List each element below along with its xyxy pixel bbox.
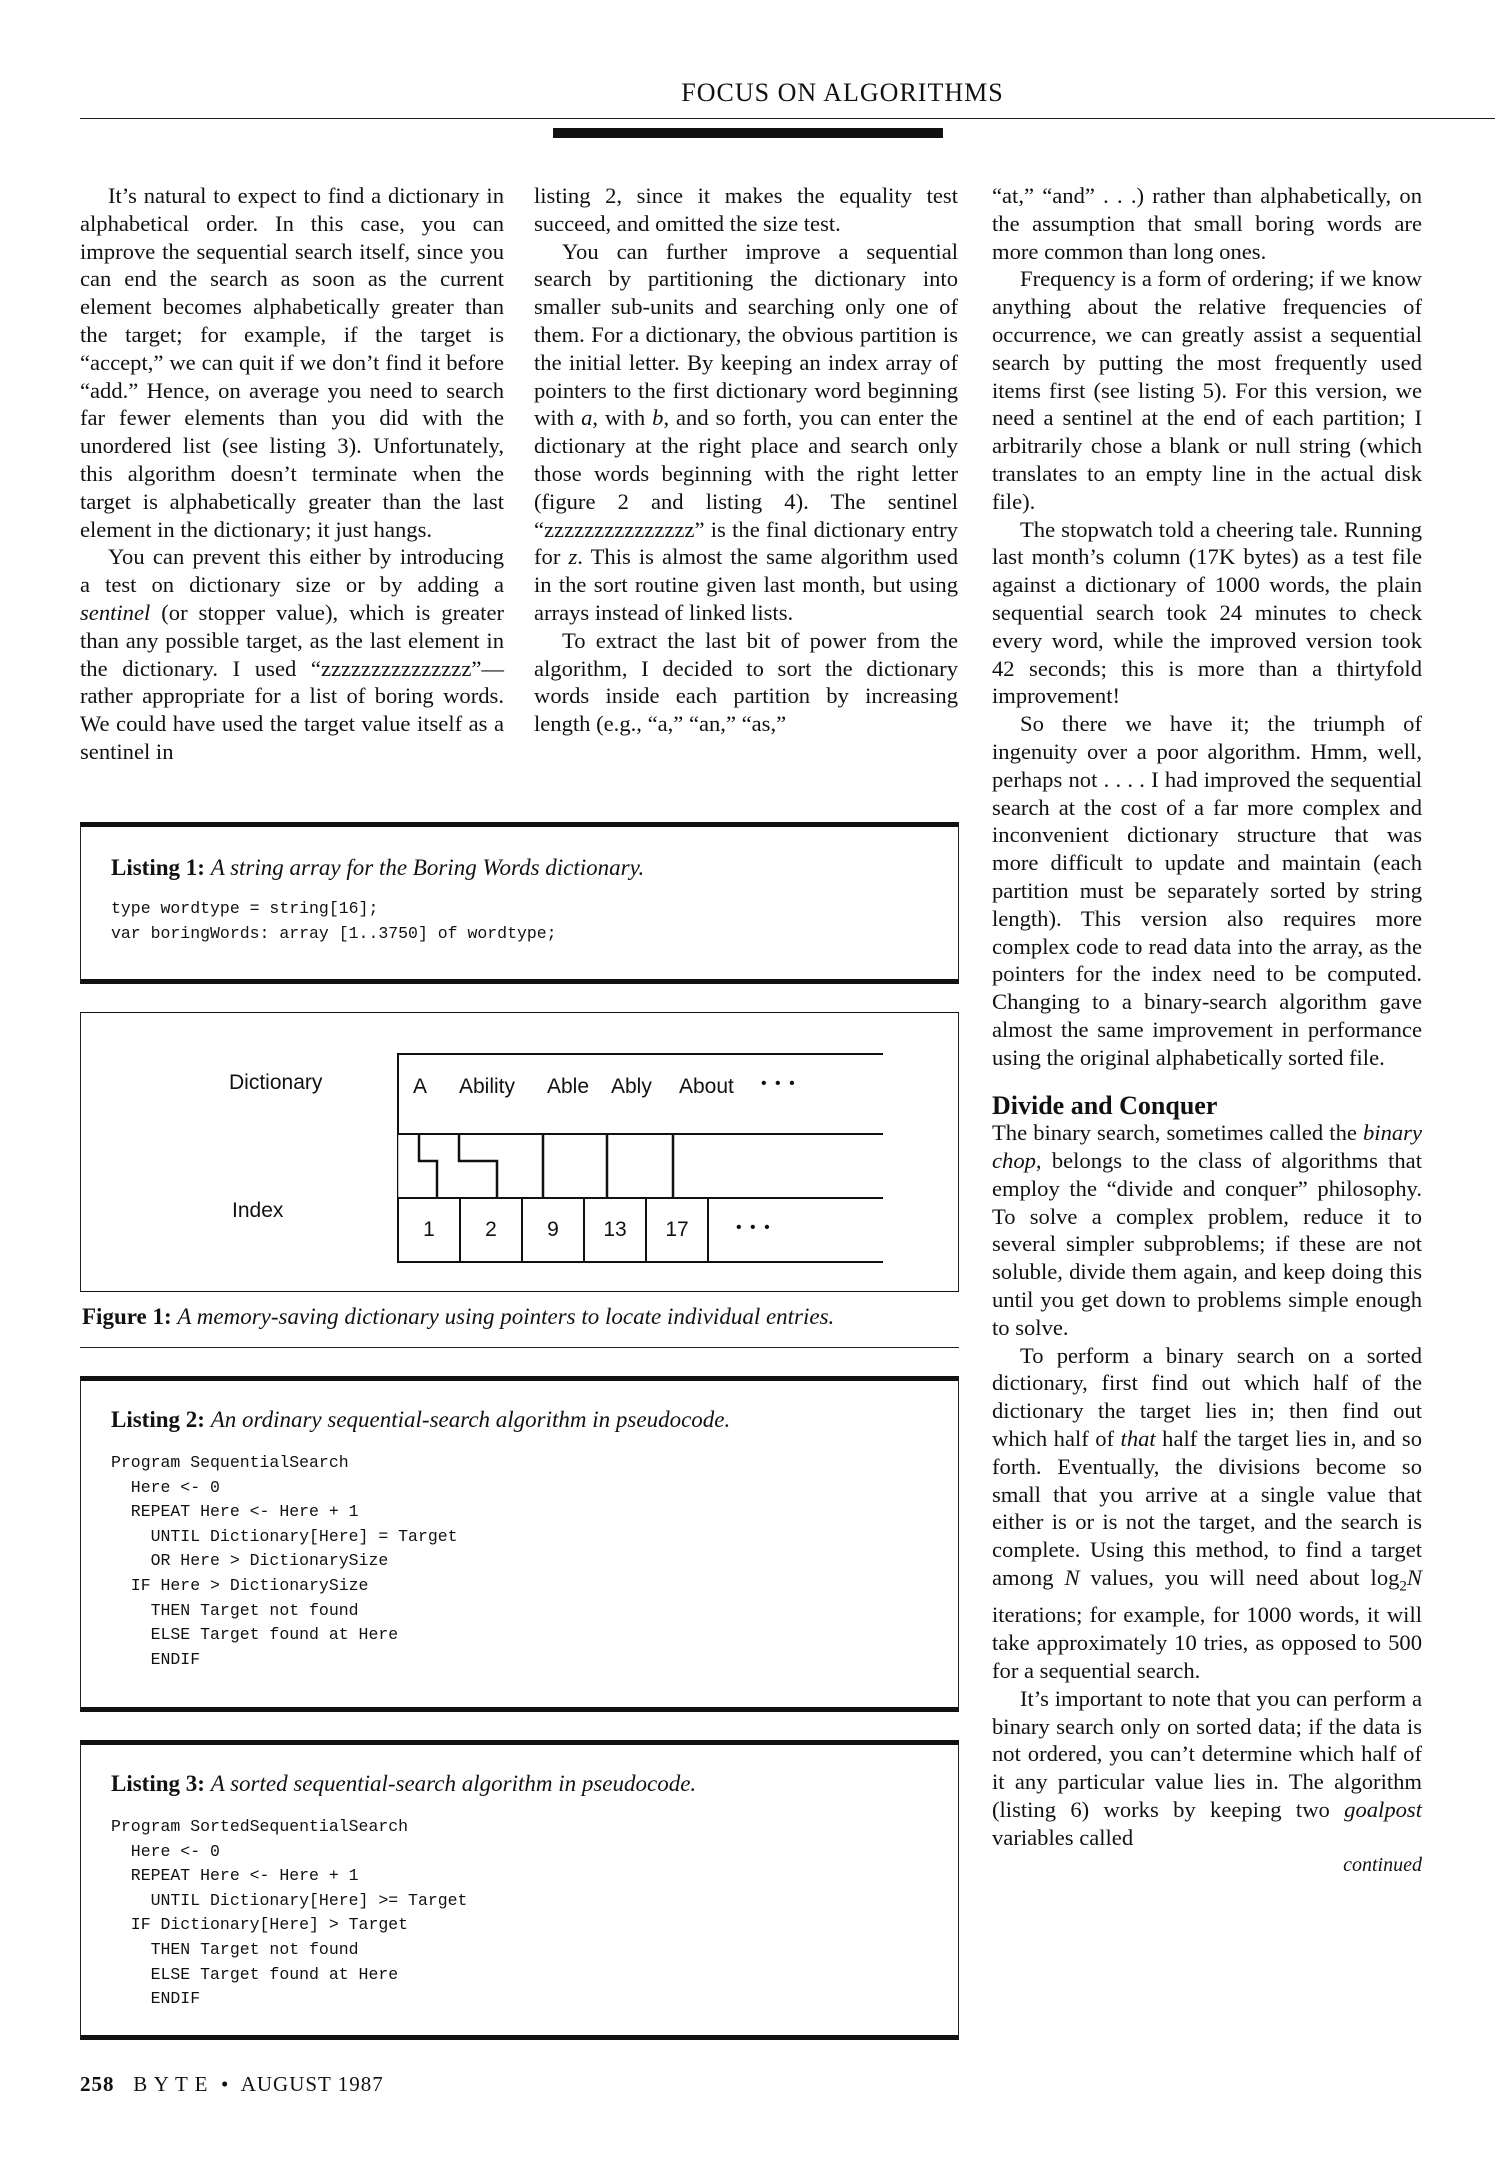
text: , and so forth, you can enter the dictionary at the right place and search only those words beginning with the right letter (figure 2 and listing 4). The sentinel “zzzzzzzzzzzzzzz” is the final dictionary entry for bbox=[534, 405, 958, 570]
emphasis: N bbox=[1064, 1565, 1080, 1591]
text: half the target lies in, and so forth. Eventually, the divisions become so small that you arrive at a single value that either is or is not the target, and the search is complete. Using this method, to find a target among bbox=[992, 1426, 1422, 1591]
figure-1-box bbox=[80, 1012, 959, 1292]
page-number: 258 bbox=[80, 2072, 115, 2096]
col3-paragraph-3: The stopwatch told a cheering tale. Running last month’s column (17K bytes) as a test file against a dictionary of 1000 words, the plain sequential search took 24 minutes to check every word, while the improved version took 42 seconds; this is more than a thirtyfold improvement! bbox=[992, 516, 1422, 709]
issue-date: AUGUST 1987 bbox=[240, 2072, 384, 2096]
dict-cell: About bbox=[679, 1075, 734, 1098]
column-1 bbox=[80, 182, 504, 766]
index-cell: 9 bbox=[521, 1197, 585, 1263]
col3-paragraph-2: Frequency is a form of ordering; if we know anything about the relative frequencies of occurrence, we can greatly assist a sequential search by putting the most frequently used items first (see listing 5). For this version, we need a sentinel at the end of each partition; I arbitrarily chose a blank or null string (which translates to an empty line in the actual disk file). bbox=[992, 266, 1422, 514]
emphasis: that bbox=[1120, 1426, 1156, 1452]
figure-caption-label: Figure 1: bbox=[82, 1304, 172, 1329]
header-bar bbox=[553, 128, 943, 138]
col3-paragraph-5 bbox=[992, 1119, 1422, 1341]
index-cell: 13 bbox=[583, 1197, 647, 1263]
col1-paragraph-1: It’s natural to expect to find a dictionary in alphabetical order. In this case, you can improve the sequential search itself, since you can end the search as soon as the current element becomes alphabetically greater than the target; for example, if the target is “accept,” we can quit if we don’t find it before “add.” Hence, on average you need to search far fewer elements than you did with the unordered list (see listing 3). Unfortunately, this algorithm doesn’t terminate when the target is alphabetically greater than the last element in the dictionary; it just hangs. bbox=[80, 183, 504, 542]
figure-label-dictionary: Dictionary bbox=[229, 1071, 323, 1094]
emphasis: a bbox=[581, 405, 593, 431]
col3-paragraph-7 bbox=[992, 1685, 1422, 1852]
listing-caption-text: A sorted sequential-search algorithm in pseudocode. bbox=[210, 1771, 697, 1796]
listing-1-code: type wordtype = string[16]; var boringWords: array [1..3750] of wordtype; bbox=[111, 899, 557, 943]
dict-ellipsis: • • • bbox=[761, 1075, 797, 1092]
text: It’s important to note that you can perform a binary search only on sorted data; if the data is not ordered, you can’t determine which half of it any particular value lies in. The algorithm (listing 6) works by keeping two bbox=[992, 1685, 1422, 1822]
col2-paragraph-1: listing 2, since it makes the equality test succeed, and omitted the size test. bbox=[534, 183, 958, 236]
figure-1-bottom-rule bbox=[80, 1347, 959, 1348]
listing-1-box bbox=[80, 822, 959, 984]
page-footer bbox=[80, 2072, 384, 2097]
emphasis: z bbox=[568, 544, 578, 570]
listing-3-box bbox=[80, 1740, 959, 2040]
emphasis: binary chop bbox=[992, 1120, 1422, 1174]
index-cell: 1 bbox=[397, 1197, 461, 1263]
header-rule bbox=[80, 118, 1495, 119]
text: You can further improve a sequential search by partitioning the dictionary into smaller sub-units and searching only one of them. For a dictionary, the obvious partition is the initial letter. By keeping an index array of pointers to the first dictionary word beginning with bbox=[534, 238, 958, 431]
listing-label: Listing 3: bbox=[111, 1771, 205, 1796]
emphasis: N bbox=[1406, 1565, 1422, 1591]
text: variables called bbox=[992, 1824, 1134, 1850]
continued-label: continued bbox=[1343, 1853, 1422, 1876]
pointer-connectors bbox=[397, 1133, 887, 1203]
col2-paragraph-3: To extract the last bit of power from the algorithm, I decided to sort the dictionary words inside each partition by increasing length (e.g., “a,” “an,” “as,” bbox=[534, 627, 958, 737]
emphasis: sentinel bbox=[80, 599, 151, 625]
figure-caption-text: A memory-saving dictionary using pointers to locate individual entries. bbox=[177, 1304, 835, 1329]
index-ellipsis: • • • bbox=[736, 1219, 772, 1236]
dict-cell: A bbox=[413, 1075, 428, 1098]
dict-cell: Able bbox=[547, 1075, 590, 1098]
listing-2-caption bbox=[111, 1407, 928, 1433]
magazine-name: B Y T E bbox=[133, 2072, 209, 2096]
listing-label: Listing 1: bbox=[111, 855, 205, 880]
section-header: FOCUS ON ALGORITHMS bbox=[681, 78, 1004, 107]
col2-paragraph-2 bbox=[534, 238, 958, 627]
col3-paragraph-4: So there we have it; the triumph of ingenuity over a poor algorithm. Hmm, well, perhaps not . . . . I had improved the sequential search at the cost of a far more complex and inconvenient dictionary structure that was more difficult to update and maintain (each partition must be separately sorted by string length). This version also requires more complex code to read data into the array, as the pointers for the index need to be computed. Changing to a binary-search algorithm gave almost the same improvement in performance using the original alphabetically sorted file. bbox=[992, 711, 1422, 1070]
listing-1-caption bbox=[111, 855, 928, 881]
listing-3-code: Program SortedSequentialSearch Here <- 0 REPEAT Here <- Here + 1 UNTIL Dictionary[Here] >= Target IF Dictionary[Here] > Target THEN Target not found ELSE Target found at Here ENDIF bbox=[111, 1817, 468, 2009]
listing-2-code: Program SequentialSearch Here <- 0 REPEAT Here <- Here + 1 UNTIL Dictionary[Here] = Target OR Here > DictionarySize IF Here > DictionarySize THEN Target not found ELSE Target found at Here ENDIF bbox=[111, 1453, 458, 1669]
figure-label-index: Index bbox=[232, 1199, 284, 1222]
figure-1-caption bbox=[82, 1304, 962, 1330]
listing-label: Listing 2: bbox=[111, 1407, 205, 1432]
listing-caption-text: A string array for the Boring Words dictionary. bbox=[210, 855, 645, 880]
text: . This is almost the same algorithm used in the sort routine given last month, but using arrays instead of linked lists. bbox=[534, 544, 958, 625]
listing-2-box bbox=[80, 1376, 959, 1712]
dict-cell: Ability bbox=[459, 1075, 516, 1098]
section-heading: Divide and Conquer bbox=[992, 1090, 1218, 1120]
column-3 bbox=[992, 182, 1422, 1879]
text: , with bbox=[592, 405, 653, 431]
listing-caption-text: An ordinary sequential-search algorithm in pseudocode. bbox=[210, 1407, 731, 1432]
subscript: 2 bbox=[1399, 1578, 1407, 1595]
text: values, you will need about log bbox=[1079, 1565, 1400, 1591]
dict-cell: Ably bbox=[611, 1075, 652, 1098]
text: To perform a binary search on a sorted dictionary, first find out which half of the dictionary the target lies in; then find out which half of bbox=[992, 1342, 1422, 1452]
col1-paragraph-2 bbox=[80, 543, 504, 765]
text: The binary search, sometimes called the bbox=[992, 1120, 1363, 1146]
text: iterations; for example, for 1000 words, it will take approximately 10 tries, as opposed to 500 for a sequential search. bbox=[992, 1602, 1422, 1683]
index-cell: 17 bbox=[645, 1197, 709, 1263]
emphasis: goalpost bbox=[1344, 1796, 1422, 1822]
text: You can prevent this either by introducing a test on dictionary size or by adding a bbox=[80, 544, 504, 598]
index-cell: 2 bbox=[459, 1197, 523, 1263]
col3-paragraph-1: “at,” “and” . . .) rather than alphabetically, on the assumption that small boring words are more common than long ones. bbox=[992, 183, 1422, 264]
text: , belongs to the class of algorithms that employ the “divide and conquer” philosophy. To solve a complex problem, reduce it to several simpler subproblems; if these are not soluble, divide them again, and keep doing this until you get down to problems simple enough to solve. bbox=[992, 1148, 1422, 1340]
col3-paragraph-6 bbox=[992, 1342, 1422, 1685]
text: (or stopper value), which is greater than any possible target, as the last element in the dictionary. I used “zzzzzzzzzzzzzzz”—rather appropriate for a list of boring words. We could have used the target value itself as a sentinel in bbox=[80, 599, 504, 764]
column-2 bbox=[534, 182, 958, 738]
listing-3-caption bbox=[111, 1771, 928, 1797]
footer-separator: • bbox=[221, 2072, 230, 2096]
emphasis: b bbox=[652, 405, 664, 431]
